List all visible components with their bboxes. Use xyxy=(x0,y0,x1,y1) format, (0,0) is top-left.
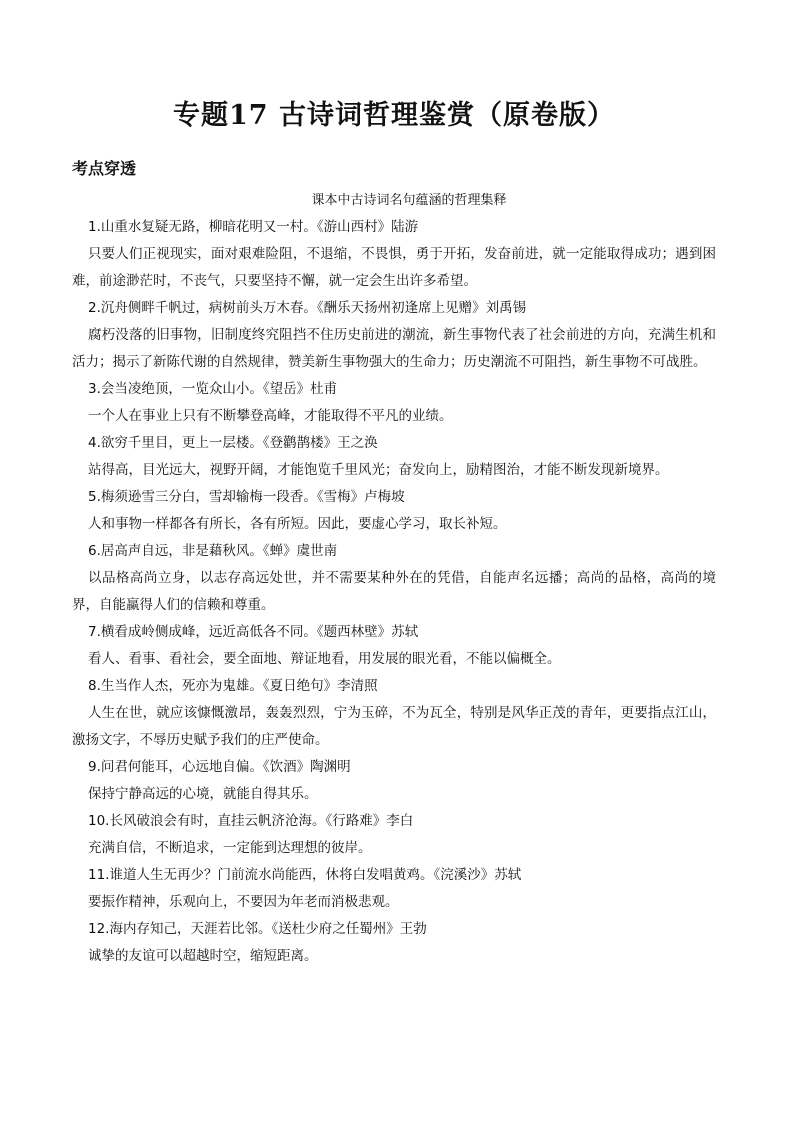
poem-line: 3.会当凌绝顶，一览众山小。《望岳》杜甫 xyxy=(88,381,338,397)
poem-line: 2.沉舟侧畔千帆过，病树前头万木春。《酬乐天扬州初逢席上见赠》刘禹锡 xyxy=(88,300,527,316)
poem-explanation: 人和事物一样都各有所长，各有所短。因此，要虚心学习，取长补短。 xyxy=(88,516,507,532)
poem-explanation: 人生在世，就应该慷慨激昂，轰轰烈烈，宁为玉碎，不为瓦全，特别是风华正茂的青年，更要指点江山，激扬文字，不辱历史赋予我们的庄严使命。 xyxy=(72,705,716,748)
section-subtitle: 课本中古诗词名句蕴涵的哲理集释 xyxy=(311,193,507,208)
poem-line: 10.长风破浪会有时，直挂云帆济沧海。《行路难》李白 xyxy=(88,813,414,829)
poem-line: 9.问君何能耳，心远地自偏。《饮酒》陶渊明 xyxy=(88,759,351,775)
poem-explanation: 站得高，目光远大，视野开阔，才能饱览千里风光；奋发向上，励精图治，才能不断发现新境界。 xyxy=(88,462,669,478)
page-title: 专题17 古诗词哲理鉴赏（原卷版） xyxy=(173,100,615,131)
poem-line: 11.谁道人生无再少？门前流水尚能西，休将白发唱黄鸡。《浣溪沙》苏轼 xyxy=(88,867,522,883)
poem-explanation: 一个人在事业上只有不断攀登高峰，才能取得不平凡的业绩。 xyxy=(88,408,453,424)
poem-explanation: 要振作精神，乐观向上，不要因为年老而消极悲观。 xyxy=(88,894,399,910)
poem-line: 7.横看成岭侧成峰，远近高低各不同。《题西林壁》苏轼 xyxy=(88,624,419,640)
poem-line: 6.居高声自远，非是藉秋风。《蝉》虞世南 xyxy=(88,543,338,559)
poem-explanation: 腐朽没落的旧事物，旧制度终究阻挡不住历史前进的潮流，新生事物代表了社会前进的方向，充满生机和活力；揭示了新陈代谢的自然规律，赞美新生事物强大的生命力；历史潮流不可阻挡，新生事物不可战胜。 xyxy=(72,327,716,370)
poem-line: 12.海内存知己，天涯若比邻。《送杜少府之任蜀州》王勃 xyxy=(88,921,427,937)
poem-explanation: 诚挚的友谊可以超越时空，缩短距离。 xyxy=(88,948,318,964)
poem-explanation: 保持宁静高远的心境，就能自得其乐。 xyxy=(88,786,318,802)
poem-list xyxy=(72,214,716,970)
poem-line: 4.欲穷千里目，更上一层楼。《登鹳鹊楼》王之涣 xyxy=(88,435,378,451)
poem-explanation: 充满自信，不断追求，一定能到达理想的彼岸。 xyxy=(88,840,372,856)
poem-line: 8.生当作人杰，死亦为鬼雄。《夏日绝句》李清照 xyxy=(88,678,378,694)
poem-explanation: 只要人们正视现实，面对艰难险阻，不退缩，不畏惧，勇于开拓，发奋前进，就一定能取得成功；遇到困难，前途渺茫时，不丧气，只要坚持不懈，就一定会生出许多希望。 xyxy=(72,246,716,289)
poem-explanation: 看人、看事、看社会，要全面地、辩证地看，用发展的眼光看，不能以偏概全。 xyxy=(88,651,561,667)
poem-line: 5.梅须逊雪三分白，雪却输梅一段香。《雪梅》卢梅坡 xyxy=(88,489,405,505)
section-heading: 考点穿透 xyxy=(72,159,137,178)
poem-line: 1.山重水复疑无路，柳暗花明又一村。《游山西村》陆游 xyxy=(88,219,419,235)
poem-explanation: 以品格高尚立身，以志存高远处世，并不需要某种外在的凭借，自能声名远播；高尚的品格，高尚的境界，自能赢得人们的信赖和尊重。 xyxy=(72,570,716,613)
